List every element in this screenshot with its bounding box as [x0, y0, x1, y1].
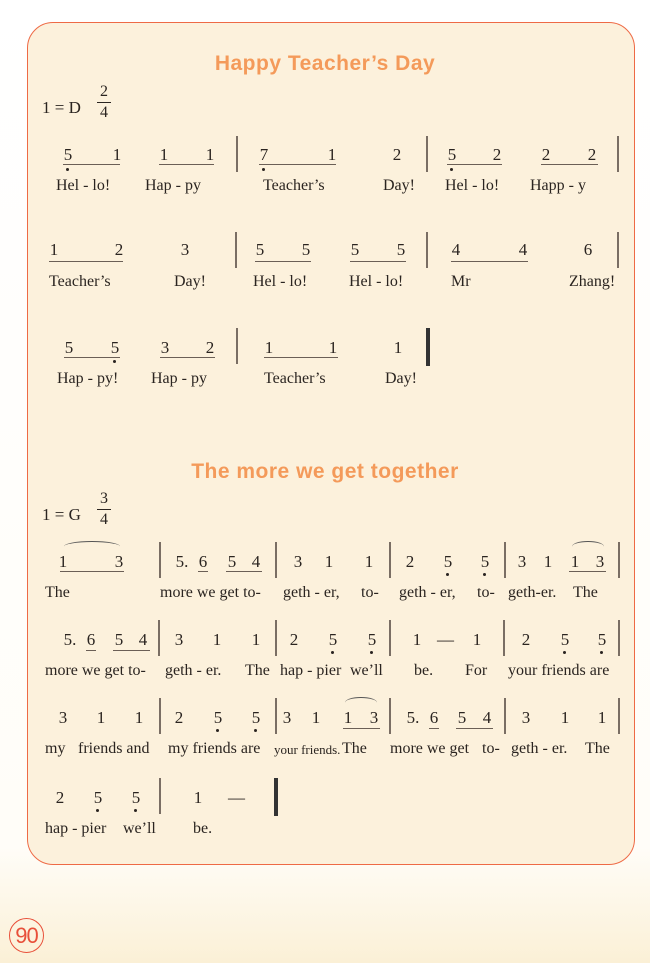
note: 5: [328, 630, 338, 649]
note: 1: [264, 338, 274, 357]
bar-line: [618, 698, 620, 734]
note: 5: [457, 708, 467, 727]
bar-line: [426, 136, 428, 172]
note: 3: [517, 552, 527, 571]
bar-line: [504, 698, 506, 734]
lyric: friends and: [78, 740, 150, 757]
underline: [49, 261, 123, 262]
note: 4: [138, 630, 148, 649]
note: 5: [93, 788, 103, 807]
low-octave-dot: [450, 168, 453, 171]
note: 2: [114, 240, 124, 259]
lyric: geth - er.: [511, 740, 568, 757]
bar-line: [275, 542, 277, 578]
note: 3: [114, 552, 124, 571]
note: 7: [259, 145, 269, 164]
underline: [255, 261, 311, 262]
lyric: we’ll: [350, 662, 383, 679]
note: 1: [570, 552, 580, 571]
underline: [447, 164, 502, 165]
low-octave-dot: [331, 651, 334, 654]
lyric: Hap - py: [145, 177, 201, 194]
bar-line: [617, 232, 619, 268]
bar-line: [159, 542, 161, 578]
bar-line: [236, 136, 238, 172]
time-sig-bottom: 4: [100, 511, 108, 528]
note: 5: [443, 552, 453, 571]
time-signature: [97, 83, 111, 122]
lyric: geth - er.: [165, 662, 222, 679]
underline: [451, 261, 528, 262]
page-number: 90: [9, 918, 44, 953]
lyric: your friends are: [508, 662, 610, 679]
note: 5: [64, 338, 74, 357]
underline: [456, 728, 493, 729]
lyric: The: [585, 740, 610, 757]
note: 5: [110, 338, 120, 357]
lyric: Hel - lo!: [445, 177, 500, 194]
note: 2: [492, 145, 502, 164]
note: 1: [212, 630, 222, 649]
bar-line: [389, 542, 391, 578]
note: 6: [583, 240, 593, 259]
note: 5: [480, 552, 490, 571]
note: 5: [255, 240, 265, 259]
bar-line: [275, 698, 277, 734]
low-octave-dot: [483, 573, 486, 576]
lyric: Teacher’s: [49, 273, 111, 290]
note: 5.: [406, 708, 420, 727]
lyric: Hel - lo!: [56, 177, 111, 194]
note: 1: [543, 552, 553, 571]
lyric: my friends are: [168, 740, 261, 757]
underline: [159, 164, 214, 165]
note: 5: [114, 630, 124, 649]
low-octave-dot: [600, 651, 603, 654]
low-octave-dot: [262, 168, 265, 171]
note: 3: [595, 552, 605, 571]
lyric: The: [342, 740, 367, 757]
note: 1: [472, 630, 482, 649]
lyric: Mr: [451, 273, 471, 290]
note: 6: [198, 552, 208, 571]
note: 2: [205, 338, 215, 357]
note: 4: [251, 552, 261, 571]
time-sig-top: 2: [100, 83, 108, 100]
time-sig-top: 3: [100, 490, 108, 507]
underline: [198, 571, 208, 572]
note: 4: [451, 240, 461, 259]
low-octave-dot: [216, 729, 219, 732]
note: 5: [227, 552, 237, 571]
bar-line: [389, 698, 391, 734]
lyric: Happ - y: [530, 177, 586, 194]
lyric: hap - pier: [280, 662, 342, 679]
lyric: Day!: [174, 273, 206, 290]
lyric: more we get to-: [160, 584, 261, 601]
note: 2: [405, 552, 415, 571]
low-octave-dot: [134, 809, 137, 812]
lyric: your friends.: [274, 742, 341, 757]
lyric: Hel - lo!: [253, 273, 308, 290]
lyric: Teacher’s: [264, 370, 326, 387]
note: 5: [350, 240, 360, 259]
note: 3: [180, 240, 190, 259]
low-octave-dot: [66, 168, 69, 171]
lyric: to-: [482, 740, 500, 757]
note: 1: [597, 708, 607, 727]
low-octave-dot: [563, 651, 566, 654]
underline: [569, 571, 606, 572]
lyric: hap - pier: [45, 820, 107, 837]
note: 5: [301, 240, 311, 259]
underline: [350, 261, 406, 262]
note: 2: [55, 788, 65, 807]
lyric: Day!: [383, 177, 415, 194]
bar-line: [389, 620, 391, 656]
lyric: Zhang!: [569, 273, 616, 290]
note: 1: [205, 145, 215, 164]
bar-line: [158, 620, 160, 656]
note: 5: [560, 630, 570, 649]
note: 1: [251, 630, 261, 649]
bar-line: [426, 232, 428, 268]
underline: [259, 164, 336, 165]
lyric: to-: [477, 584, 495, 601]
note: 4: [482, 708, 492, 727]
note: 2: [289, 630, 299, 649]
note: 5: [396, 240, 406, 259]
note: 2: [174, 708, 184, 727]
note: 1: [112, 145, 122, 164]
note: 1: [58, 552, 68, 571]
note: 2: [392, 145, 402, 164]
lyric: geth - er,: [399, 584, 456, 601]
note: 1: [364, 552, 374, 571]
note: 5: [367, 630, 377, 649]
sustain-dash: —: [228, 788, 245, 807]
low-octave-dot: [254, 729, 257, 732]
note: 3: [160, 338, 170, 357]
underline: [264, 357, 338, 358]
note: 3: [174, 630, 184, 649]
underline: [113, 650, 150, 651]
slur: [572, 541, 604, 552]
underline: [429, 728, 439, 729]
final-bar-line: [426, 328, 430, 366]
lyric: more we get: [390, 740, 470, 757]
bar-line: [503, 620, 505, 656]
lyric: to-: [361, 584, 379, 601]
bar-line: [617, 136, 619, 172]
note: 1: [49, 240, 59, 259]
lyric: The: [245, 662, 270, 679]
lyric: The: [45, 584, 70, 601]
note: 2: [521, 630, 531, 649]
underline: [226, 571, 262, 572]
note: 6: [429, 708, 439, 727]
lyric: Hap - py: [151, 370, 207, 387]
lyric: For: [465, 662, 488, 679]
note: 2: [587, 145, 597, 164]
note: 3: [282, 708, 292, 727]
note: 5: [213, 708, 223, 727]
low-octave-dot: [113, 360, 116, 363]
song-title: Happy Teacher’s Day: [214, 52, 436, 75]
underline: [86, 650, 96, 651]
lyric: my: [45, 740, 66, 757]
note: 5.: [63, 630, 77, 649]
lyric: Teacher’s: [263, 177, 325, 194]
note: 3: [369, 708, 379, 727]
bar-line: [235, 232, 237, 268]
key-signature: 1 = G: [42, 505, 81, 524]
bar-line: [159, 778, 161, 814]
note: 3: [293, 552, 303, 571]
lyric: be.: [193, 820, 213, 837]
lyric: more we get to-: [45, 662, 146, 679]
note: 1: [412, 630, 422, 649]
lyric: we’ll: [123, 820, 156, 837]
bar-line: [275, 620, 277, 656]
lyric: Day!: [385, 370, 417, 387]
underline: [60, 571, 124, 572]
lyric: be.: [414, 662, 434, 679]
lyric: Hel - lo!: [349, 273, 404, 290]
note: 5.: [175, 552, 189, 571]
note: 1: [327, 145, 337, 164]
low-octave-dot: [446, 573, 449, 576]
sustain-dash: —: [437, 630, 454, 649]
underline: [160, 357, 215, 358]
underline: [64, 357, 120, 358]
note: 1: [159, 145, 169, 164]
lyric: Hap - py!: [57, 370, 119, 387]
note: 1: [393, 338, 403, 357]
bar-line: [159, 698, 161, 734]
note: 5: [597, 630, 607, 649]
underline: [343, 728, 380, 729]
lyric: geth-er.: [508, 584, 557, 601]
underline: [541, 164, 598, 165]
note: 6: [86, 630, 96, 649]
note: 1: [96, 708, 106, 727]
bar-line: [618, 542, 620, 578]
bar-line: [504, 542, 506, 578]
note: 5: [447, 145, 457, 164]
low-octave-dot: [370, 651, 373, 654]
bar-line: [618, 620, 620, 656]
slur: [64, 541, 120, 552]
lyric: The: [573, 584, 598, 601]
key-signature: 1 = D: [42, 98, 81, 117]
note: 1: [311, 708, 321, 727]
note: 1: [560, 708, 570, 727]
bar-line: [236, 328, 238, 364]
time-sig-bottom: 4: [100, 104, 108, 121]
note: 5: [63, 145, 73, 164]
time-signature: [97, 490, 111, 529]
note: 1: [324, 552, 334, 571]
note: 3: [521, 708, 531, 727]
lyric: geth - er,: [283, 584, 340, 601]
note: 1: [343, 708, 353, 727]
slur: [345, 697, 377, 708]
underline: [63, 164, 120, 165]
note: 1: [134, 708, 144, 727]
note: 1: [193, 788, 203, 807]
song-title: The more we get together: [191, 460, 459, 483]
note: 1: [328, 338, 338, 357]
note: 5: [251, 708, 261, 727]
note: 3: [58, 708, 68, 727]
note: 2: [541, 145, 551, 164]
final-bar-line: [274, 778, 278, 816]
low-octave-dot: [96, 809, 99, 812]
note: 5: [131, 788, 141, 807]
note: 4: [518, 240, 528, 259]
